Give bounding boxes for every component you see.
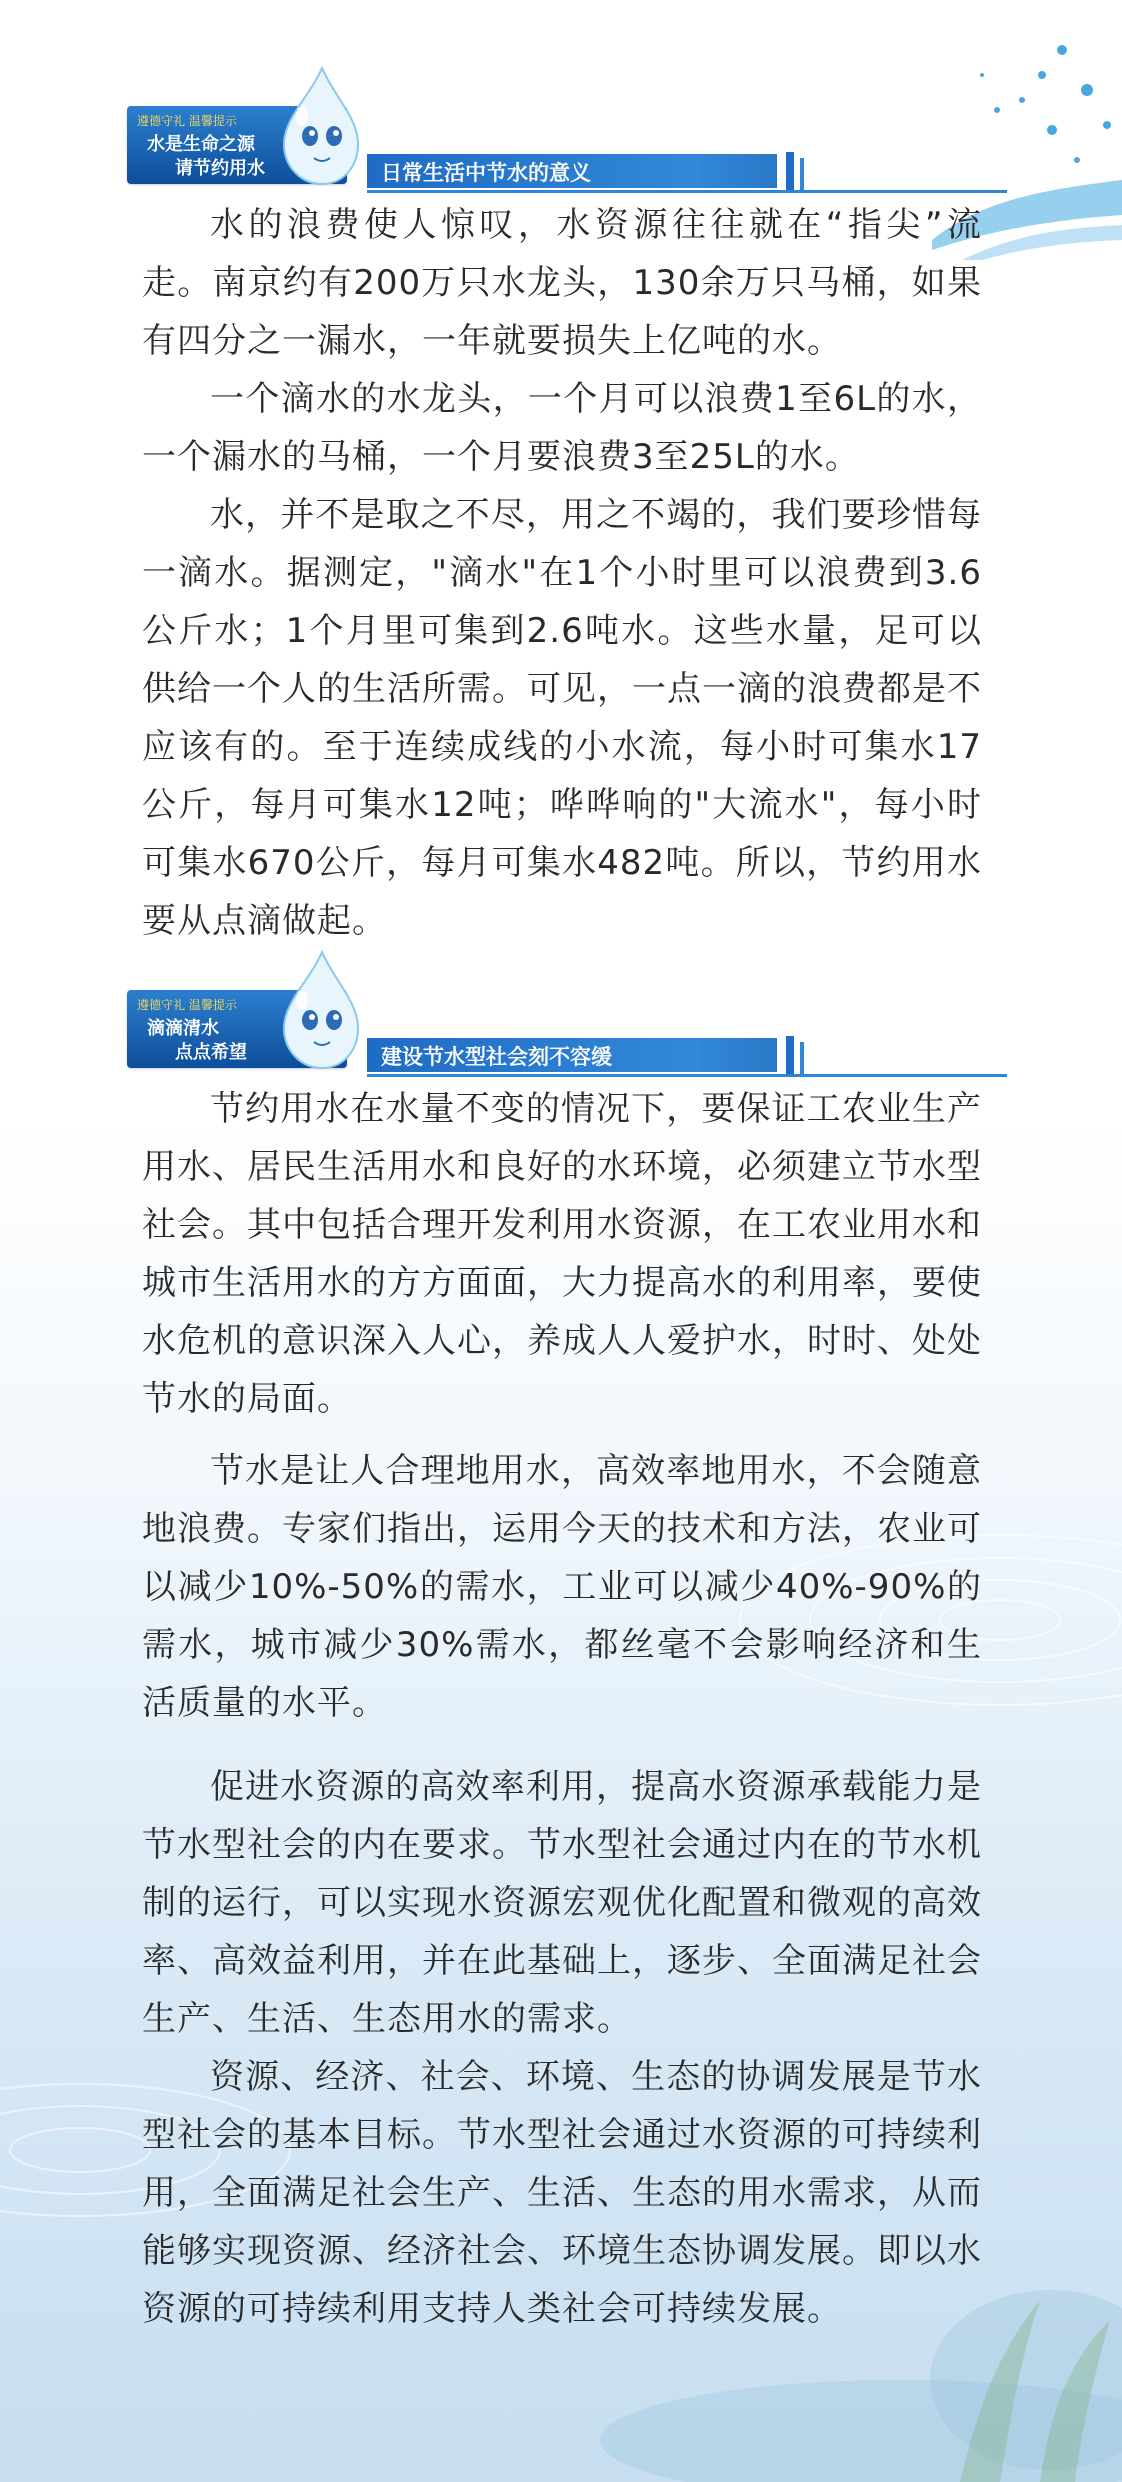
title-decoration (786, 1036, 794, 1074)
title-decoration (800, 1042, 804, 1074)
title-decoration (786, 152, 794, 190)
paragraph: 节约用水在水量不变的情况下，要保证工农业生产用水、居民生活用水和良好的水环境，必须建立节水型社会。其中包括合理开发利用水资源，在工农业用水和城市生活用水的方方面面，大力提高水的利用率，要使水危机的意识深入人心，养成人人爱护水，时时、处处节水的局面。 (142, 1089, 982, 1419)
paragraph: 水的浪费使人惊叹，水资源往往就在“指尖”流走。南京约有200万只水龙头，130余万只马桶，如果有四分之一漏水，一年就要损失上亿吨的水。 (142, 205, 982, 361)
section-title-bar (367, 1038, 777, 1072)
section-title-bar (367, 154, 777, 188)
section-title: 日常生活中节水的意义 (381, 161, 591, 185)
badge-line-1: 滴滴清水 (147, 1018, 219, 1039)
paragraph: 节水是让人合理地用水，高效率地用水，不会随意地浪费。专家们指出，运用今天的技术和方法，农业可以减少10%-50%的需水，工业可以减少40%-90%的需水，城市减少30%需水，都丝毫不会影响经济和生活质量的水平。 (142, 1451, 982, 1723)
badge-slogan: 遵德守礼 温馨提示 (137, 998, 237, 1012)
water-drop-mascot-icon (272, 66, 362, 186)
paragraph: 促进水资源的高效率利用，提高水资源承载能力是节水型社会的内在要求。节水型社会通过内在的节水机制的运行，可以实现水资源宏观优化配置和微观的高效率、高效益利用，并在此基础上，逐步、全面满足社会生产、生活、生态用水的需求。 (142, 1767, 982, 2039)
paragraph: 水，并不是取之不尽，用之不竭的，我们要珍惜每一滴水。据测定，"滴水"在1个小时里可以浪费到3.6公斤水；1个月里可集到2.6吨水。这些水量，足可以供给一个人的生活所需。可见，一点一滴的浪费都是不应该有的。至于连续成线的小水流，每小时可集水17公斤，每月可集水12吨；哗哗响的"大流水"，每小时可集水670公斤，每月可集水482吨。所以，节约用水要从点滴做起。 (142, 495, 982, 941)
title-underline (367, 190, 1007, 193)
paragraph: 资源、经济、社会、环境、生态的协调发展是节水型社会的基本目标。节水型社会通过水资源的可持续利用，全面满足社会生产、生活、生态的用水需求，从而能够实现资源、经济社会、环境生态协调发展。即以水资源的可持续利用支持人类社会可持续发展。 (142, 2057, 982, 2329)
badge-line-2: 点点希望 (175, 1042, 247, 1063)
section-title: 建设节水型社会刻不容缓 (381, 1045, 612, 1069)
water-drop-mascot-icon (272, 950, 362, 1070)
title-underline (367, 1074, 1007, 1077)
paragraph: 一个滴水的水龙头，一个月可以浪费1至6L的水，一个漏水的马桶，一个月要浪费3至25L的水。 (142, 379, 982, 477)
section-header-2 (127, 950, 1007, 1069)
badge-slogan: 遵德守礼 温馨提示 (137, 114, 237, 128)
badge-line-1: 水是生命之源 (147, 134, 255, 155)
title-decoration (800, 158, 804, 190)
section-header-1 (127, 66, 1007, 185)
badge-line-2: 请节约用水 (175, 158, 265, 179)
